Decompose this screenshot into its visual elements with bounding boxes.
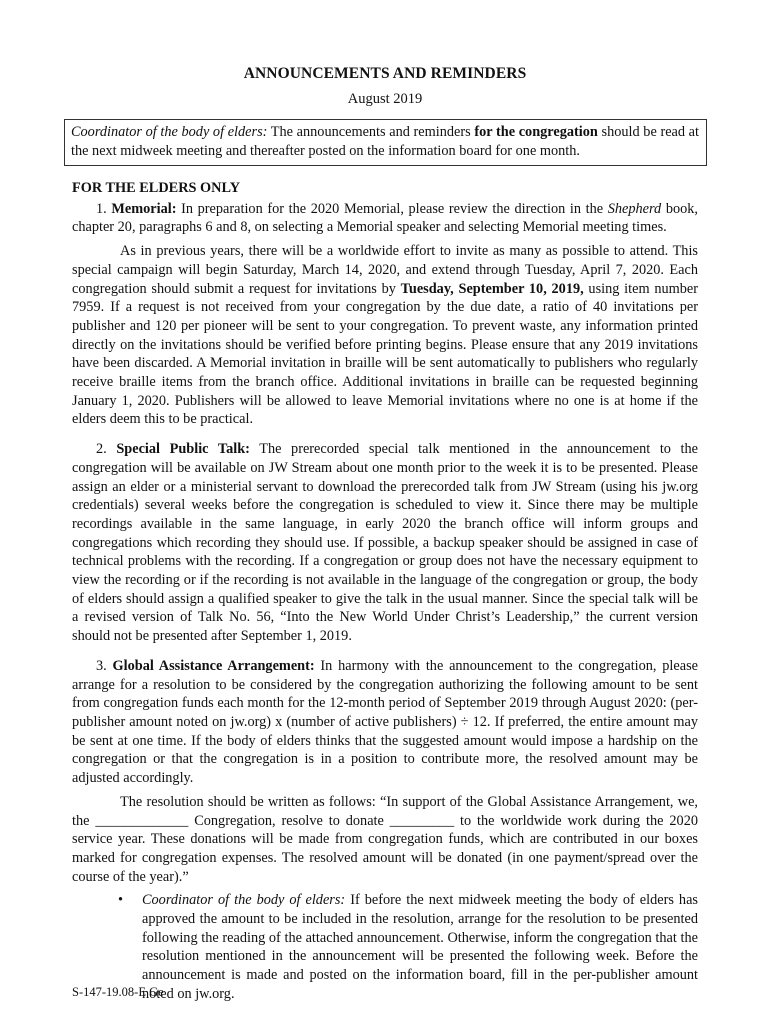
due-date: Tuesday, September 10, 2019, xyxy=(400,280,584,297)
paragraph-text: As in previous years, there will be a worldwide effort to invite as many as possible to attend. This special campaign will begin Saturday, March 14, 2020, and extend through Tuesday, April 7, 2020. Each congregation should submit a request for invitations by xyxy=(72,243,698,297)
shepherd-book-title: Shepherd xyxy=(607,200,662,217)
resolution-paragraph: The resolution should be written as follows: “In support of the Global Assistance Arrangement, we, the _____________ Congregation, resolve to donate _________ to the worldwide work during the 2020 service year. These donations will be made from congregation funds, which are contributed in our boxes marked for congregation expenses. The resolved amount will be donated (in one payment/spread over the course of the year).” xyxy=(72,793,698,885)
notice-label: Coordinator of the body of elders: xyxy=(71,124,268,140)
item-number: 1. xyxy=(96,200,107,217)
bullet-icon: • xyxy=(118,892,124,909)
item-number: 2. xyxy=(96,441,107,458)
memorial-paragraph-2 xyxy=(72,242,698,429)
item-text: book, chapter 20, paragraphs 6 and 8, on selecting a Memorial speaker and selecting Memorial meeting times. xyxy=(72,200,698,236)
page-title: ANNOUNCEMENTS AND REMINDERS xyxy=(243,65,527,82)
item-text: In preparation for the 2020 Memorial, please review the direction in the xyxy=(176,200,608,217)
item-text: The prerecorded special talk mentioned in the announcement to the congregation will be available on JW Stream about one month prior to the week it is to be presented. Please assign an elder or a ministerial servant to download the prerecorded talk from JW Stream (using his jw.org credentials) several weeks before the congregation is scheduled to view it. Since there may be multiple recordings available in the same language, in early 2020 the branch office will inform groups and congregations which recording they should use. If possible, a backup speaker should be assigned in case of technical problems with the recording. If a congregation or group does not have the necessary equipment to view the recording or if the recording is not available in the language of the congregation or group, the body of elders should assign a qualified speaker to give the talk in the usual manner. Since the special talk will be a revised version of Talk No. 56, “Into the New World Under Christ’s Leadership,” the current version should not be presented after September 1, 2019. xyxy=(72,441,698,645)
bullet-label: Coordinator of the body of elders: xyxy=(142,892,346,909)
paragraph-text: using item number 7959. If a request is not received from your congregation by the due date, a ratio of 40 invitations per publisher and 120 per pioneer will be sent to your congregation. To prevent waste, any information printed directly on the invitations should be verified before printing begins. Please ensure that any 2019 invitations have been discarded. A Memorial invitation in braille will be sent automatically to publishers who regularly receive braille items from the branch office. Additional invitations in braille can be requested beginning January 1, 2020. Publishers will be allowed to leave Memorial invitations where no one is at home if the elders deem this to be practical. xyxy=(72,280,698,428)
notice-text-after: should be read at the next midweek meeting and thereafter posted on the information board for one month. xyxy=(71,124,700,159)
item-number: 3. xyxy=(96,657,107,674)
item-title: Global Assistance Arrangement: xyxy=(112,657,315,674)
notice-bold: for the congregation xyxy=(474,124,598,140)
section-heading: FOR THE ELDERS ONLY xyxy=(72,180,241,196)
item-title: Special Public Talk: xyxy=(116,441,250,458)
item-memorial xyxy=(72,200,698,237)
main-content xyxy=(72,179,698,1004)
bullet-body: If before the next midweek meeting the body of elders has approved the amount to be included in the resolution, arrange for the resolution to be presented following the reading of the attached announcement. Otherwise, inform the congregation that the resolution mentioned in the announcement will be presented the following week. Before the announcement is made and posted on the information board, fill in the per-publisher amount noted on jw.org. xyxy=(142,892,698,1002)
coordinator-notice-box xyxy=(64,119,707,166)
item-title: Memorial: xyxy=(111,200,177,217)
item-special-public-talk xyxy=(72,440,698,646)
page-date: August 2019 xyxy=(347,91,423,107)
item-text: In harmony with the announcement to the congregation, please arrange for a resolution to be considered by the congregation authorizing the following amount to be sent from congregation funds each month for the 12-month period of September 2019 through August 2020: (per-publisher amount noted on jw.org) x (number of active publishers) ÷ 12. If preferred, the entire amount may be sent at one time. If the body of elders thinks that the suggested amount would impose a hardship on the congregation or that the congregation is in a position to contribute more, the resolved amount may be adjusted accordingly. xyxy=(72,657,698,787)
notice-text-before: The announcements and reminders xyxy=(267,124,475,140)
bullet-text xyxy=(142,891,698,1003)
item-global-assistance xyxy=(72,657,698,788)
document-code: S-147-19.08-E Ge xyxy=(72,985,164,999)
